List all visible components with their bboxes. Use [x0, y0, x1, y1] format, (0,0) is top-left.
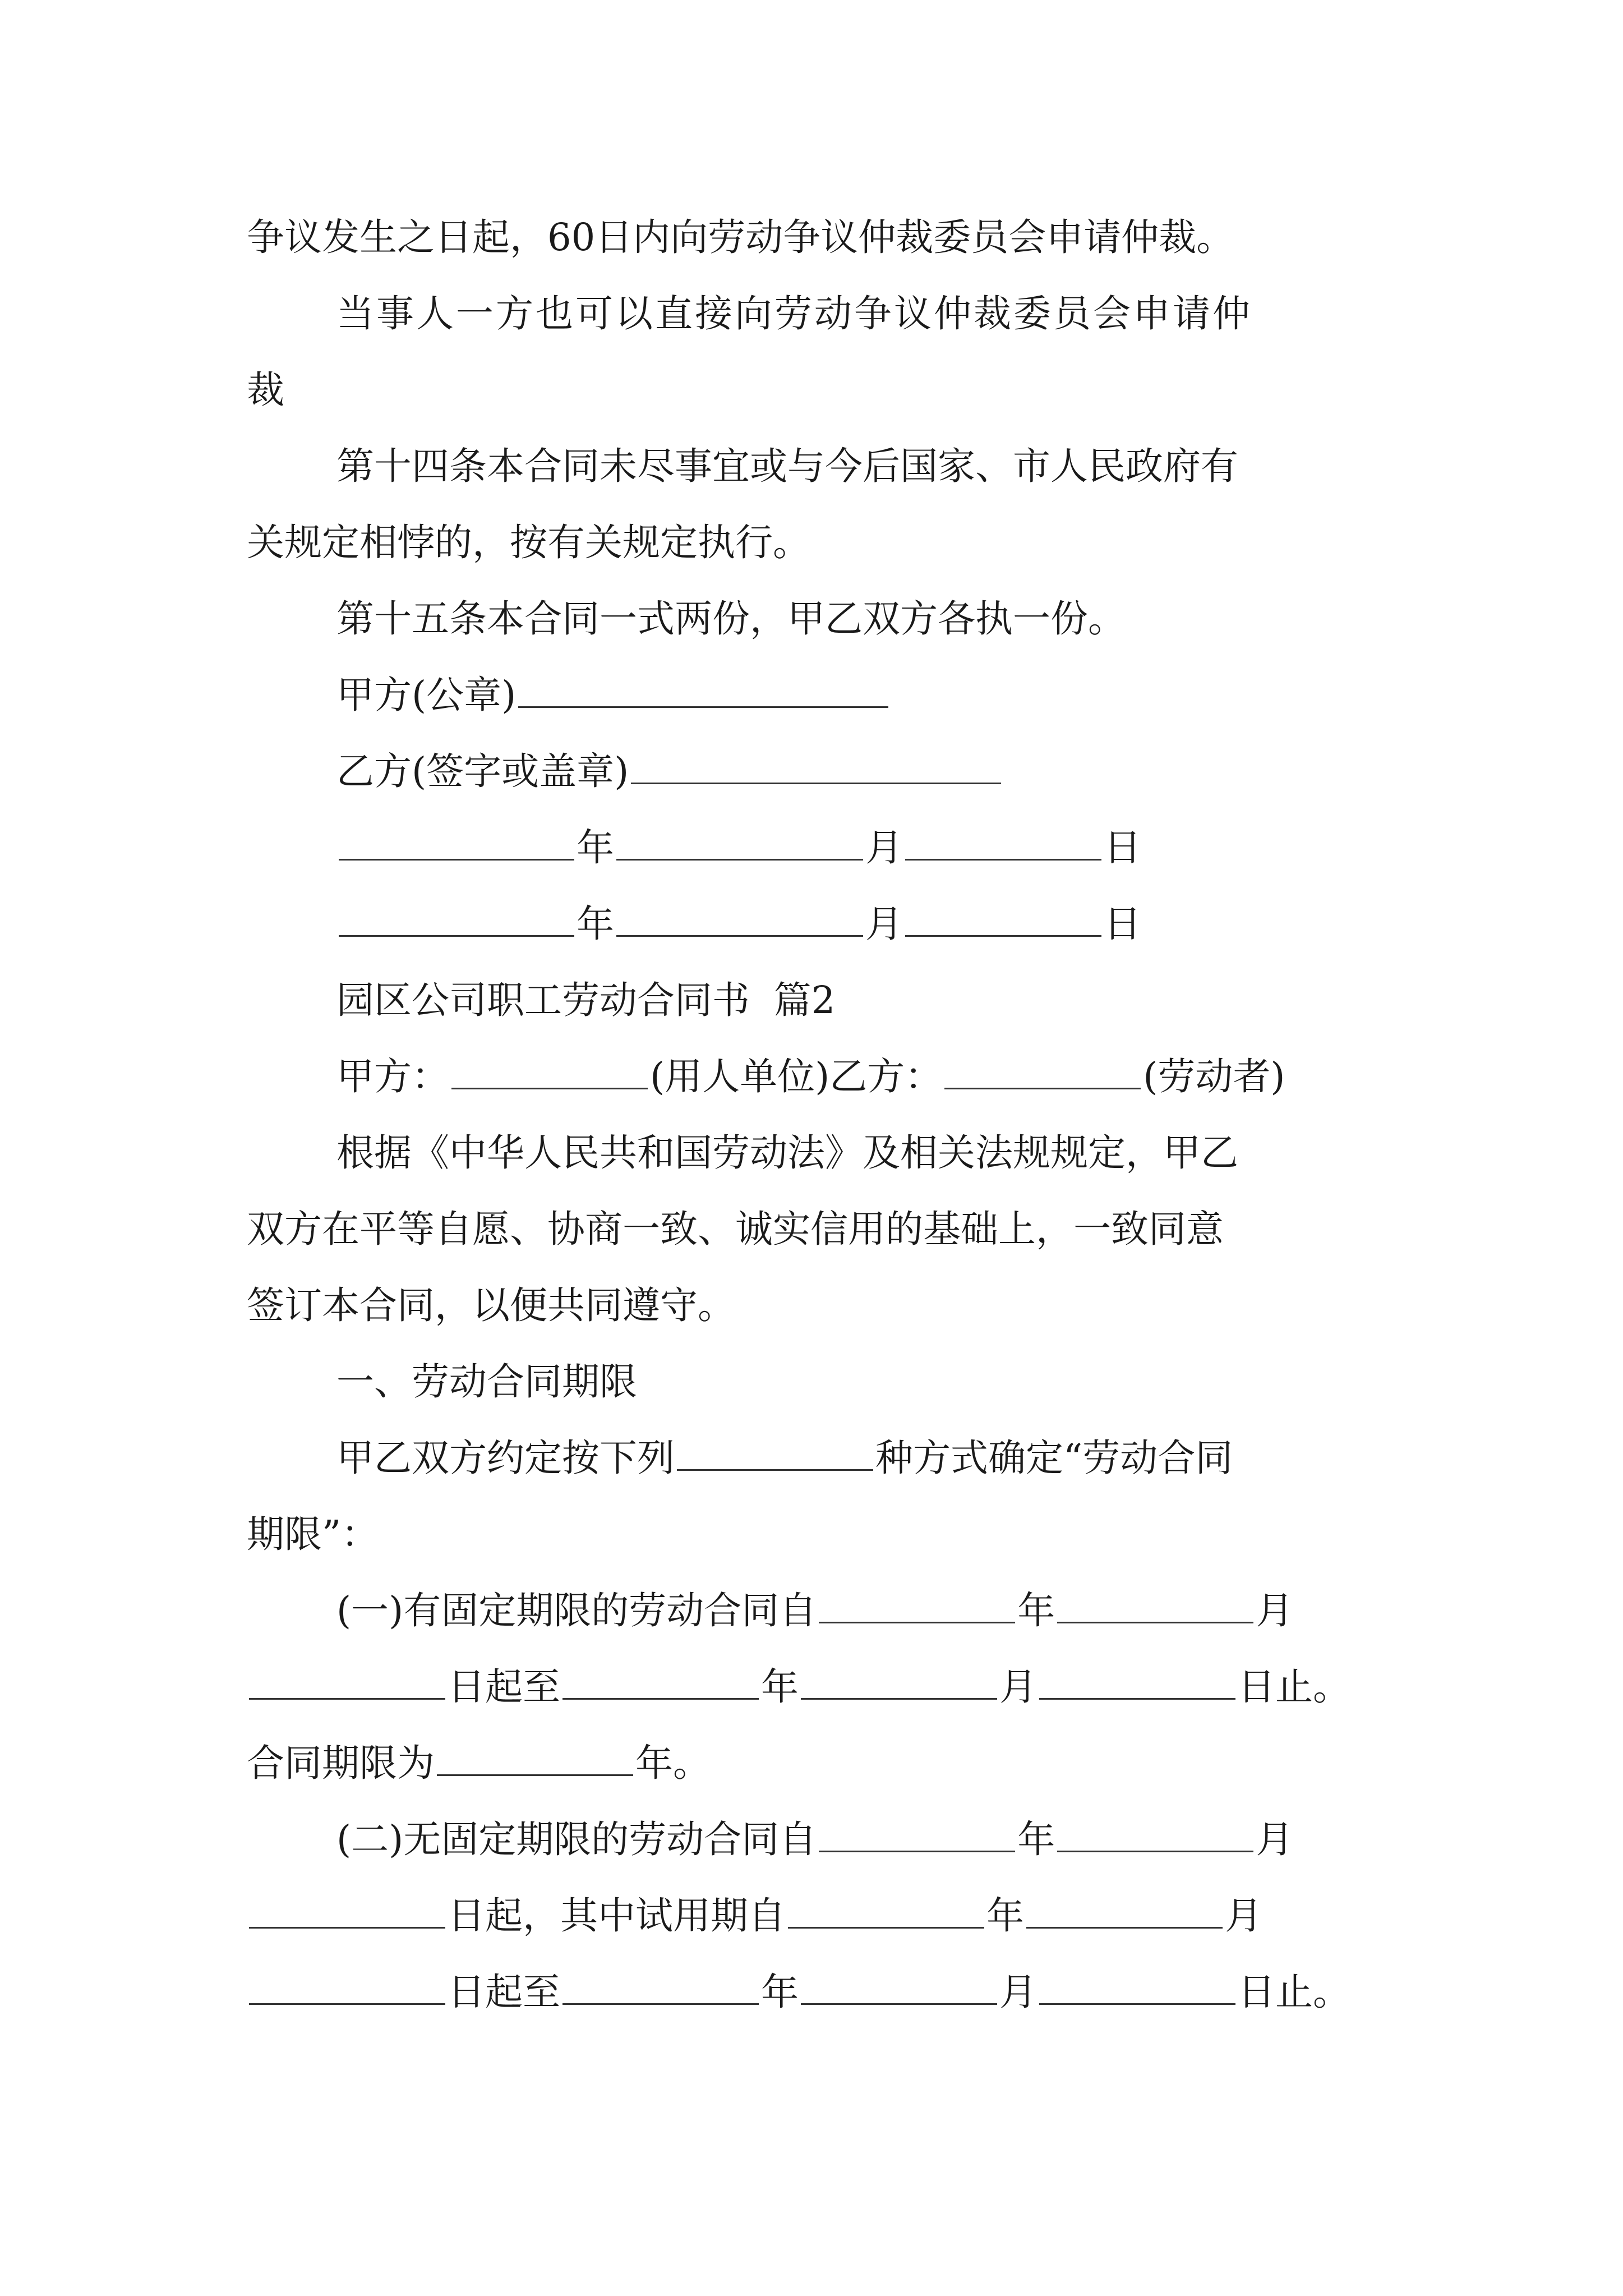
text: 签订本合同，以便共同遵守。: [247, 1283, 735, 1327]
section-heading: [247, 1343, 1391, 1420]
text: (一)有固定期限的劳动合同自: [336, 1589, 817, 1632]
parties-line: [247, 1038, 1391, 1115]
month-blank: [801, 1664, 997, 1700]
paragraph-line: [247, 199, 1391, 275]
day-label: 日: [1104, 826, 1141, 869]
month-blank: [616, 825, 863, 861]
party-a-blank: [451, 1054, 648, 1089]
text: 日止。: [1238, 1665, 1350, 1709]
party-a-seal-line: [247, 657, 1391, 733]
month-label: 月: [999, 1970, 1037, 2014]
day-blank: [905, 825, 1101, 861]
term-duration-line: [247, 1725, 1391, 1801]
text: 争议发生之日起，60日内向劳动争议仲裁委员会申请仲裁。: [247, 215, 1234, 259]
year-blank: [819, 1588, 1015, 1623]
method-blank: [677, 1435, 873, 1471]
paragraph-line: [247, 275, 1391, 352]
text: 甲乙双方约定按下列: [336, 1436, 675, 1480]
day-blank: [249, 1664, 445, 1700]
text: 合同期限为: [247, 1741, 435, 1785]
year-blank: [788, 1893, 984, 1929]
paragraph-line: [247, 352, 1391, 428]
open-term-line: [247, 1801, 1391, 1878]
date-line-a: [247, 809, 1391, 886]
month-label: 月: [1225, 1894, 1262, 1938]
text: 年。: [635, 1741, 711, 1785]
paragraph-line: [247, 504, 1391, 581]
text: 关规定相悖的，按有关规定执行。: [247, 521, 810, 564]
section-title: [247, 962, 1391, 1038]
year-label: 年: [761, 1970, 799, 2014]
day-blank: [1039, 1664, 1235, 1700]
year-label: 年: [986, 1894, 1024, 1938]
party-b-sign-line: [247, 733, 1391, 809]
paragraph-line: [247, 1420, 1391, 1496]
text: 种方式确定“劳动合同: [875, 1436, 1233, 1480]
year-blank: [562, 1970, 759, 2005]
month-label: 月: [1256, 1589, 1294, 1632]
probation-end-line: [247, 1954, 1391, 2030]
text: 期限”：: [247, 1512, 379, 1556]
text: 园区公司职工劳动合同书 篇2: [336, 978, 836, 1022]
year-blank: [339, 825, 574, 861]
text: 日止。: [1238, 1970, 1350, 2014]
text: 根据《中华人民共和国劳动法》及相关法规规定，甲乙: [336, 1131, 1238, 1175]
year-label: 年: [761, 1665, 799, 1709]
paragraph-line: [247, 1496, 1391, 1572]
month-blank: [1057, 1817, 1253, 1852]
party-a-seal-blank: [518, 673, 888, 708]
year-blank: [339, 901, 574, 937]
party-b-sign-blank: [631, 749, 1001, 784]
fixed-term-end-line: [247, 1649, 1391, 1725]
party-b-blank: [944, 1054, 1141, 1089]
probation-line: [247, 1878, 1391, 1954]
party-a-seal-label: 甲方(公章): [336, 673, 517, 717]
document-page: [247, 199, 1391, 2030]
month-blank: [1057, 1588, 1253, 1623]
year-label: 年: [577, 826, 614, 869]
text: (二)无固定期限的劳动合同自: [336, 1818, 817, 1861]
text: 双方在平等自愿、协商一致、诚实信用的基础上，一致同意: [247, 1207, 1224, 1251]
paragraph-line: [247, 428, 1391, 504]
text: 日起至: [448, 1665, 560, 1709]
day-blank: [905, 901, 1101, 937]
text: 日起，其中试用期自: [448, 1894, 786, 1938]
date-line-b: [247, 886, 1391, 962]
year-blank: [562, 1664, 759, 1700]
duration-blank: [437, 1741, 633, 1776]
paragraph-line: [247, 1115, 1391, 1191]
text: 日起至: [448, 1970, 560, 2014]
day-blank: [249, 1893, 445, 1929]
text: 第十五条本合同一式两份，甲乙双方各执一份。: [336, 597, 1126, 641]
month-label: 月: [865, 902, 903, 946]
month-label: 月: [999, 1665, 1037, 1709]
text: 裁: [247, 368, 284, 412]
day-blank: [1039, 1970, 1235, 2005]
year-label: 年: [1017, 1589, 1055, 1632]
year-blank: [819, 1817, 1015, 1852]
paragraph-line: [247, 1267, 1391, 1343]
month-blank: [801, 1970, 997, 2005]
worker-label: (劳动者): [1143, 1055, 1285, 1098]
month-blank: [1026, 1893, 1223, 1929]
text: 一、劳动合同期限: [336, 1360, 637, 1404]
year-label: 年: [1017, 1818, 1055, 1861]
fixed-term-line: [247, 1572, 1391, 1649]
month-label: 月: [865, 826, 903, 869]
text: 第十四条本合同未尽事宜或与今后国家、市人民政府有: [336, 444, 1238, 488]
month-label: 月: [1256, 1818, 1294, 1861]
day-label: 日: [1104, 902, 1141, 946]
party-b-sign-label: 乙方(签字或盖章): [336, 749, 629, 793]
text: 当事人一方也可以直接向劳动争议仲裁委员会申请仲: [336, 292, 1252, 335]
year-label: 年: [577, 902, 614, 946]
paragraph-line: [247, 1191, 1391, 1267]
paragraph-line: [247, 581, 1391, 657]
day-blank: [249, 1970, 445, 2005]
party-a-label: 甲方：: [336, 1055, 449, 1098]
party-b-label: (用人单位)乙方：: [650, 1055, 943, 1098]
month-blank: [616, 901, 863, 937]
